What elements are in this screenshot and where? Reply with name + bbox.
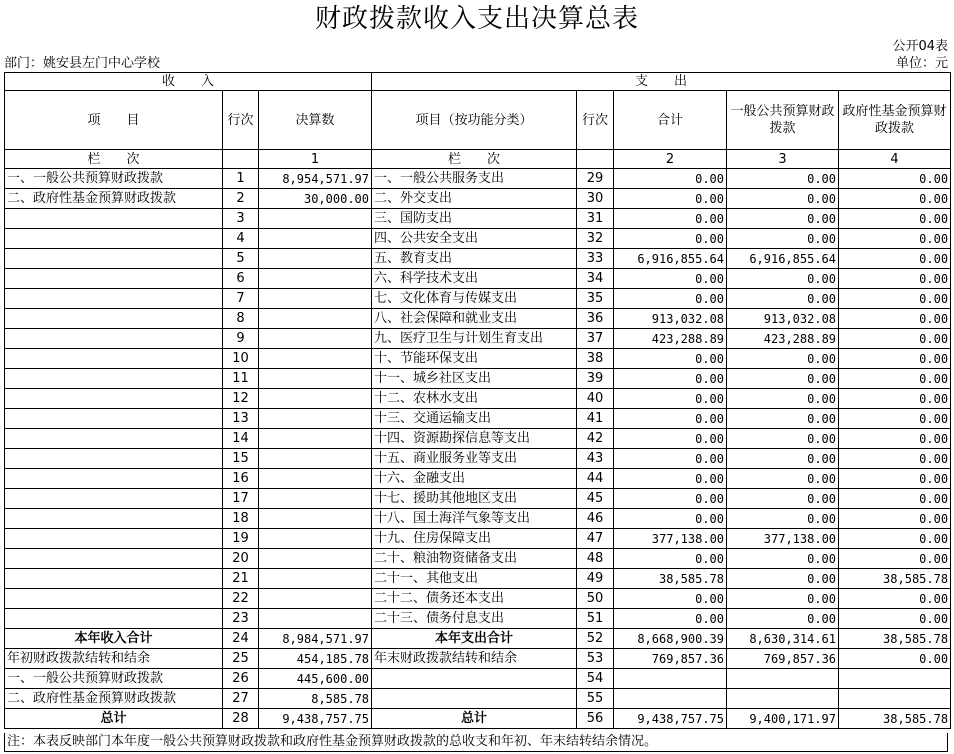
income-amount-cell: 30,000.00 xyxy=(259,189,372,209)
expense-general-cell: 6,916,855.64 xyxy=(727,249,839,269)
income-row-no-cell: 9 xyxy=(223,329,259,349)
expense-total-cell: 9,438,757.75 xyxy=(614,709,727,729)
expense-general-cell: 0.00 xyxy=(727,189,839,209)
income-row-no-cell: 26 xyxy=(223,669,259,689)
table-row xyxy=(5,549,951,569)
expense-total-cell xyxy=(614,689,727,709)
expense-item-cell: 二十二、债务还本支出 xyxy=(372,589,577,609)
income-amount-cell: 8,585.78 xyxy=(259,689,372,709)
table-row xyxy=(5,589,951,609)
income-row-no-cell: 6 xyxy=(223,269,259,289)
expense-fund-cell: 0.00 xyxy=(839,469,951,489)
expense-row-no-cell: 52 xyxy=(577,629,614,649)
lanci-empty-right xyxy=(577,150,614,169)
expense-row-no-cell: 36 xyxy=(577,309,614,329)
table-row xyxy=(5,529,951,549)
income-amount-cell xyxy=(259,569,372,589)
lanci-right: 栏 次 xyxy=(372,150,577,169)
col-amount-header: 决算数 xyxy=(259,91,372,150)
table-row xyxy=(5,629,951,649)
expense-total-cell: 423,288.89 xyxy=(614,329,727,349)
table-row xyxy=(5,229,951,249)
income-row-no-cell: 25 xyxy=(223,649,259,669)
header-row-columns xyxy=(5,91,951,150)
table-row xyxy=(5,169,951,189)
table-row xyxy=(5,409,951,429)
income-amount-cell xyxy=(259,489,372,509)
expense-total-cell: 0.00 xyxy=(614,169,727,189)
expense-total-cell: 8,668,900.39 xyxy=(614,629,727,649)
expense-total-cell: 0.00 xyxy=(614,549,727,569)
income-row-no-cell: 27 xyxy=(223,689,259,709)
income-row-no-cell: 17 xyxy=(223,489,259,509)
expense-item-cell: 十五、商业服务业等支出 xyxy=(372,449,577,469)
income-amount-cell xyxy=(259,269,372,289)
table-row xyxy=(5,329,951,349)
expense-row-no-cell: 35 xyxy=(577,289,614,309)
expense-fund-cell: 0.00 xyxy=(839,229,951,249)
income-amount-cell xyxy=(259,449,372,469)
expense-item-cell: 八、社会保障和就业支出 xyxy=(372,309,577,329)
income-amount-cell xyxy=(259,369,372,389)
lanci-4: 4 xyxy=(839,150,951,169)
expense-item-cell: 二十一、其他支出 xyxy=(372,569,577,589)
income-amount-cell xyxy=(259,549,372,569)
expense-item-cell: 十三、交通运输支出 xyxy=(372,409,577,429)
income-amount-cell xyxy=(259,509,372,529)
income-amount-cell xyxy=(259,309,372,329)
expense-row-no-cell: 48 xyxy=(577,549,614,569)
expense-item-cell: 二、外交支出 xyxy=(372,189,577,209)
report-meta-right xyxy=(892,38,948,72)
table-row xyxy=(5,189,951,209)
income-row-no-cell: 4 xyxy=(223,229,259,249)
expense-fund-cell: 0.00 xyxy=(839,189,951,209)
expense-total-cell: 0.00 xyxy=(614,209,727,229)
expense-total-cell: 769,857.36 xyxy=(614,649,727,669)
department-label: 部门：姚安县左门中心学校 xyxy=(4,56,161,71)
col-item-func-header: 项目（按功能分类） xyxy=(372,91,577,150)
expense-total-cell: 6,916,855.64 xyxy=(614,249,727,269)
income-amount-cell xyxy=(259,329,372,349)
expense-general-cell: 0.00 xyxy=(727,589,839,609)
expense-item-cell: 五、教育支出 xyxy=(372,249,577,269)
expense-general-cell: 423,288.89 xyxy=(727,329,839,349)
expense-general-cell: 0.00 xyxy=(727,209,839,229)
expense-fund-cell: 0.00 xyxy=(839,289,951,309)
expense-total-cell: 0.00 xyxy=(614,389,727,409)
expense-row-no-cell: 38 xyxy=(577,349,614,369)
expense-fund-cell: 0.00 xyxy=(839,449,951,469)
expense-row-no-cell: 54 xyxy=(577,669,614,689)
expense-general-cell: 0.00 xyxy=(727,409,839,429)
table-row xyxy=(5,249,951,269)
income-item-cell xyxy=(5,549,223,569)
income-item-cell xyxy=(5,229,223,249)
table-row xyxy=(5,569,951,589)
expense-item-cell: 六、科学技术支出 xyxy=(372,269,577,289)
expense-item-cell: 总计 xyxy=(372,709,577,729)
expense-general-cell: 0.00 xyxy=(727,609,839,629)
expense-fund-cell: 0.00 xyxy=(839,409,951,429)
expense-fund-cell xyxy=(839,689,951,709)
expense-row-no-cell: 43 xyxy=(577,449,614,469)
table-row xyxy=(5,349,951,369)
income-amount-cell xyxy=(259,289,372,309)
expense-row-no-cell: 40 xyxy=(577,389,614,409)
income-row-no-cell: 23 xyxy=(223,609,259,629)
expense-fund-cell: 0.00 xyxy=(839,309,951,329)
expense-item-cell: 三、国防支出 xyxy=(372,209,577,229)
expense-row-no-cell: 39 xyxy=(577,369,614,389)
expense-item-cell xyxy=(372,669,577,689)
income-item-cell xyxy=(5,529,223,549)
budget-table xyxy=(4,72,951,729)
expense-general-cell: 0.00 xyxy=(727,289,839,309)
expense-fund-cell: 0.00 xyxy=(839,349,951,369)
income-row-no-cell: 24 xyxy=(223,629,259,649)
expense-item-cell xyxy=(372,689,577,709)
expense-general-cell: 0.00 xyxy=(727,569,839,589)
expense-fund-cell xyxy=(839,669,951,689)
income-amount-cell xyxy=(259,529,372,549)
expense-row-no-cell: 30 xyxy=(577,189,614,209)
income-item-cell: 本年收入合计 xyxy=(5,629,223,649)
income-row-no-cell: 28 xyxy=(223,709,259,729)
expense-fund-cell: 38,585.78 xyxy=(839,629,951,649)
income-item-cell xyxy=(5,449,223,469)
expense-general-cell: 913,032.08 xyxy=(727,309,839,329)
income-row-no-cell: 19 xyxy=(223,529,259,549)
table-row xyxy=(5,689,951,709)
income-item-cell: 总计 xyxy=(5,709,223,729)
footnote: 注：本表反映部门本年度一般公共预算财政拨款和政府性基金预算财政拨款的总收支和年初、年末结转结余情况。 xyxy=(4,733,948,752)
expense-row-no-cell: 51 xyxy=(577,609,614,629)
expense-total-cell: 913,032.08 xyxy=(614,309,727,329)
income-amount-cell xyxy=(259,469,372,489)
expense-row-no-cell: 44 xyxy=(577,469,614,489)
expense-total-cell: 0.00 xyxy=(614,429,727,449)
expense-total-cell: 38,585.78 xyxy=(614,569,727,589)
expense-item-cell: 十、节能环保支出 xyxy=(372,349,577,369)
table-row xyxy=(5,209,951,229)
expense-total-cell: 0.00 xyxy=(614,349,727,369)
income-amount-cell: 8,954,571.97 xyxy=(259,169,372,189)
expense-item-cell: 十六、金融支出 xyxy=(372,469,577,489)
income-item-cell xyxy=(5,309,223,329)
expense-total-cell: 0.00 xyxy=(614,609,727,629)
expense-fund-cell: 0.00 xyxy=(839,589,951,609)
income-row-no-cell: 1 xyxy=(223,169,259,189)
expense-general-cell: 769,857.36 xyxy=(727,649,839,669)
income-row-no-cell: 14 xyxy=(223,429,259,449)
expense-row-no-cell: 41 xyxy=(577,409,614,429)
expense-fund-cell: 0.00 xyxy=(839,209,951,229)
table-row xyxy=(5,669,951,689)
table-row xyxy=(5,469,951,489)
income-row-no-cell: 12 xyxy=(223,389,259,409)
income-item-cell xyxy=(5,349,223,369)
expense-fund-cell: 0.00 xyxy=(839,429,951,449)
income-item-cell: 一、一般公共预算财政拨款 xyxy=(5,169,223,189)
expense-fund-cell: 0.00 xyxy=(839,369,951,389)
expense-general-cell: 0.00 xyxy=(727,489,839,509)
income-amount-cell xyxy=(259,409,372,429)
expense-total-cell: 0.00 xyxy=(614,229,727,249)
income-item-cell xyxy=(5,489,223,509)
expense-item-cell: 年末财政拨款结转和结余 xyxy=(372,649,577,669)
expense-fund-cell: 0.00 xyxy=(839,389,951,409)
expense-item-cell: 十八、国土海洋气象等支出 xyxy=(372,509,577,529)
table-row xyxy=(5,429,951,449)
expense-total-cell: 0.00 xyxy=(614,469,727,489)
expense-general-cell: 0.00 xyxy=(727,509,839,529)
expense-total-cell: 0.00 xyxy=(614,449,727,469)
expense-item-cell: 七、文化体育与传媒支出 xyxy=(372,289,577,309)
expense-item-cell: 二十、粮油物资储备支出 xyxy=(372,549,577,569)
income-amount-cell xyxy=(259,349,372,369)
expense-row-no-cell: 46 xyxy=(577,509,614,529)
lanci-left: 栏 次 xyxy=(5,150,223,169)
expense-general-cell: 0.00 xyxy=(727,229,839,249)
income-item-cell xyxy=(5,269,223,289)
income-item-cell: 二、政府性基金预算财政拨款 xyxy=(5,189,223,209)
income-row-no-cell: 18 xyxy=(223,509,259,529)
income-item-cell xyxy=(5,249,223,269)
expense-general-cell: 0.00 xyxy=(727,169,839,189)
table-row xyxy=(5,649,951,669)
income-amount-cell xyxy=(259,389,372,409)
expense-row-no-cell: 53 xyxy=(577,649,614,669)
income-item-cell xyxy=(5,509,223,529)
income-row-no-cell: 5 xyxy=(223,249,259,269)
col-row-header: 行次 xyxy=(223,91,259,150)
expense-total-cell: 0.00 xyxy=(614,369,727,389)
expense-row-no-cell: 47 xyxy=(577,529,614,549)
income-row-no-cell: 10 xyxy=(223,349,259,369)
expense-total-cell: 0.00 xyxy=(614,489,727,509)
expense-fund-cell: 0.00 xyxy=(839,549,951,569)
expense-item-cell: 十四、资源勘探信息等支出 xyxy=(372,429,577,449)
income-row-no-cell: 15 xyxy=(223,449,259,469)
income-row-no-cell: 21 xyxy=(223,569,259,589)
income-amount-cell xyxy=(259,229,372,249)
income-item-cell: 一、一般公共预算财政拨款 xyxy=(5,669,223,689)
expense-item-cell: 十二、农林水支出 xyxy=(372,389,577,409)
income-item-cell xyxy=(5,329,223,349)
income-item-cell xyxy=(5,429,223,449)
expense-fund-cell: 38,585.78 xyxy=(839,709,951,729)
income-row-no-cell: 20 xyxy=(223,549,259,569)
lanci-1: 1 xyxy=(259,150,372,169)
table-row xyxy=(5,269,951,289)
income-row-no-cell: 7 xyxy=(223,289,259,309)
expense-row-no-cell: 34 xyxy=(577,269,614,289)
table-row xyxy=(5,289,951,309)
income-amount-cell: 8,984,571.97 xyxy=(259,629,372,649)
income-amount-cell xyxy=(259,609,372,629)
income-amount-cell: 454,185.78 xyxy=(259,649,372,669)
expense-general-cell xyxy=(727,689,839,709)
income-row-no-cell: 8 xyxy=(223,309,259,329)
expense-total-cell: 0.00 xyxy=(614,589,727,609)
expense-total-cell: 0.00 xyxy=(614,189,727,209)
table-row xyxy=(5,509,951,529)
header-row-sections xyxy=(5,73,951,91)
expense-general-cell: 0.00 xyxy=(727,369,839,389)
expense-item-cell: 四、公共安全支出 xyxy=(372,229,577,249)
income-amount-cell: 9,438,757.75 xyxy=(259,709,372,729)
table-row xyxy=(5,449,951,469)
expense-row-no-cell: 29 xyxy=(577,169,614,189)
expense-general-cell: 0.00 xyxy=(727,389,839,409)
expense-total-cell: 0.00 xyxy=(614,409,727,429)
expense-fund-cell: 0.00 xyxy=(839,329,951,349)
expense-item-cell: 一、一般公共服务支出 xyxy=(372,169,577,189)
lanci-empty-left xyxy=(223,150,259,169)
expense-total-cell: 0.00 xyxy=(614,289,727,309)
table-row xyxy=(5,369,951,389)
expense-row-no-cell: 32 xyxy=(577,229,614,249)
header-row-lanci xyxy=(5,150,951,169)
income-item-cell xyxy=(5,609,223,629)
expense-item-cell: 十九、住房保障支出 xyxy=(372,529,577,549)
income-row-no-cell: 3 xyxy=(223,209,259,229)
expense-general-cell: 0.00 xyxy=(727,469,839,489)
expense-general-cell: 0.00 xyxy=(727,269,839,289)
expense-general-cell: 0.00 xyxy=(727,349,839,369)
table-row xyxy=(5,709,951,729)
income-row-no-cell: 11 xyxy=(223,369,259,389)
expense-general-cell: 377,138.00 xyxy=(727,529,839,549)
table-row xyxy=(5,389,951,409)
income-row-no-cell: 22 xyxy=(223,589,259,609)
expense-row-no-cell: 45 xyxy=(577,489,614,509)
expense-row-no-cell: 42 xyxy=(577,429,614,449)
income-item-cell xyxy=(5,289,223,309)
col-general-header: 一般公共预算财政拨款 xyxy=(727,91,839,150)
income-item-cell xyxy=(5,369,223,389)
table-row xyxy=(5,609,951,629)
unit-label: 单位：元 xyxy=(895,56,948,71)
expense-general-cell xyxy=(727,669,839,689)
expense-row-no-cell: 56 xyxy=(577,709,614,729)
table-row xyxy=(5,489,951,509)
expense-fund-cell: 0.00 xyxy=(839,529,951,549)
expense-row-no-cell: 49 xyxy=(577,569,614,589)
income-amount-cell xyxy=(259,249,372,269)
expense-total-cell: 377,138.00 xyxy=(614,529,727,549)
expense-fund-cell: 0.00 xyxy=(839,649,951,669)
expense-fund-cell: 0.00 xyxy=(839,269,951,289)
income-item-cell xyxy=(5,389,223,409)
expense-header: 支 出 xyxy=(372,73,951,91)
expense-fund-cell: 38,585.78 xyxy=(839,569,951,589)
income-amount-cell xyxy=(259,429,372,449)
expense-item-cell: 十七、援助其他地区支出 xyxy=(372,489,577,509)
expense-total-cell xyxy=(614,669,727,689)
income-amount-cell: 445,600.00 xyxy=(259,669,372,689)
report-title: 财政拨款收入支出决算总表 xyxy=(314,4,639,34)
expense-item-cell: 本年支出合计 xyxy=(372,629,577,649)
expense-general-cell: 0.00 xyxy=(727,449,839,469)
income-item-cell xyxy=(5,589,223,609)
income-row-no-cell: 13 xyxy=(223,409,259,429)
expense-total-cell: 0.00 xyxy=(614,269,727,289)
income-amount-cell xyxy=(259,209,372,229)
income-item-cell xyxy=(5,569,223,589)
lanci-3: 3 xyxy=(727,150,839,169)
expense-row-no-cell: 37 xyxy=(577,329,614,349)
col-item-header: 项 目 xyxy=(5,91,223,150)
form-number: 公开04表 xyxy=(892,39,948,54)
table-body xyxy=(5,169,951,729)
income-item-cell: 二、政府性基金预算财政拨款 xyxy=(5,689,223,709)
income-row-no-cell: 16 xyxy=(223,469,259,489)
expense-item-cell: 十一、城乡社区支出 xyxy=(372,369,577,389)
expense-general-cell: 0.00 xyxy=(727,429,839,449)
expense-row-no-cell: 33 xyxy=(577,249,614,269)
lanci-2: 2 xyxy=(614,150,727,169)
expense-general-cell: 8,630,314.61 xyxy=(727,629,839,649)
col-row2-header: 行次 xyxy=(577,91,614,150)
expense-general-cell: 0.00 xyxy=(727,549,839,569)
expense-fund-cell: 0.00 xyxy=(839,509,951,529)
expense-fund-cell: 0.00 xyxy=(839,489,951,509)
col-fund-header: 政府性基金预算财政拨款 xyxy=(839,91,951,150)
expense-fund-cell: 0.00 xyxy=(839,609,951,629)
expense-fund-cell: 0.00 xyxy=(839,169,951,189)
expense-row-no-cell: 55 xyxy=(577,689,614,709)
income-item-cell xyxy=(5,469,223,489)
col-total-header: 合计 xyxy=(614,91,727,150)
income-header: 收 入 xyxy=(5,73,372,91)
table-row xyxy=(5,309,951,329)
income-item-cell xyxy=(5,409,223,429)
expense-fund-cell: 0.00 xyxy=(839,249,951,269)
expense-total-cell: 0.00 xyxy=(614,509,727,529)
income-row-no-cell: 2 xyxy=(223,189,259,209)
income-amount-cell xyxy=(259,589,372,609)
expense-general-cell: 9,400,171.97 xyxy=(727,709,839,729)
expense-item-cell: 九、医疗卫生与计划生育支出 xyxy=(372,329,577,349)
expense-row-no-cell: 31 xyxy=(577,209,614,229)
income-item-cell: 年初财政拨款结转和结余 xyxy=(5,649,223,669)
expense-item-cell: 二十三、债务付息支出 xyxy=(372,609,577,629)
income-item-cell xyxy=(5,209,223,229)
expense-row-no-cell: 50 xyxy=(577,589,614,609)
